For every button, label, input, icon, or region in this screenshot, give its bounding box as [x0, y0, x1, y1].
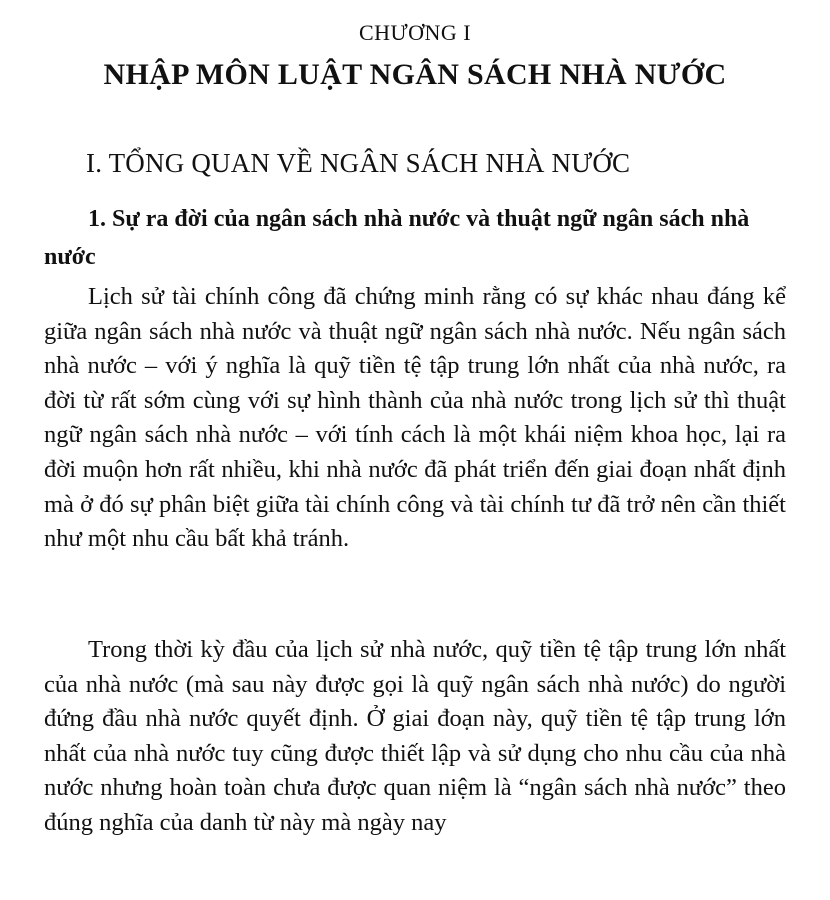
paragraph-2: Trong thời kỳ đầu của lịch sử nhà nước, quỹ tiền tệ tập trung lớn nhất của nhà nước (mà sau này được gọi là quỹ ngân sách nhà nước) do người đứng đầu nhà nước quyết định. Ở giai đoạn này, quỹ tiền tệ tập trung lớn nhất của nhà nước tuy cũng được thiết lập và sử dụng cho nhu cầu của nhà nước nhưng hoàn toàn chưa được quan niệm là “ngân sách nhà nước” theo đúng nghĩa của danh từ này mà ngày nay: [44, 636, 786, 836]
subsection-heading: 1. Sự ra đời của ngân sách nhà nước và thuật ngữ ngân sách nhà nước: [44, 206, 750, 270]
chapter-label: CHƯƠNG I: [358, 20, 472, 45]
section-heading: I. TỔNG QUAN VỀ NGÂN SÁCH NHÀ NƯỚC: [86, 148, 631, 178]
paragraph-1: Lịch sử tài chính công đã chứng minh rằng có sự khác nhau đáng kể giữa ngân sách nhà nước và thuật ngữ ngân sách nhà nước. Nếu ngân sách nhà nước – với ý nghĩa là quỹ tiền tệ tập trung lớn nhất của nhà nước, ra đời từ rất sớm cùng với sự hình thành của nhà nước trong lịch sử thì thuật ngữ ngân sách nhà nước – với tính cách là một khái niệm khoa học, lại ra đời muộn hơn rất nhiều, khi nhà nước đã phát triển đến giai đoạn nhất định mà ở đó sự phân biệt giữa tài chính công và tài chính tư đã trở nên cần thiết như một nhu cầu bất khả tránh.: [44, 283, 786, 553]
chapter-title: NHẬP MÔN LUẬT NGÂN SÁCH NHÀ NƯỚC: [103, 58, 727, 91]
